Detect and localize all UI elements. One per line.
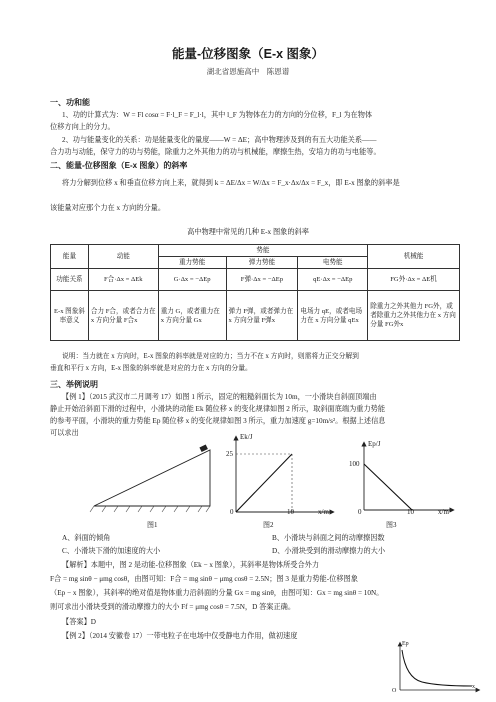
figure2-origin: 0 [230, 508, 234, 516]
analysis-line3: （Ep − x 图象），其斜率的绝对值是物体重力沿斜面的分量 Gx = mg sinθ，由图可知：Gx = mg sinθ = 10N。 [50, 589, 384, 597]
section1-line2: 位移方向上的分力。 [50, 123, 115, 131]
analysis-line4: 则可求出小滑块受到的滑动摩擦力的大小 Ff = μmg cosθ = 7.5N，D 答案正确。 [50, 603, 296, 611]
figure2-xlabel: x/m [318, 508, 329, 516]
section1-heading: 一、功和能 [50, 98, 90, 107]
header-gravity-potential: 重力势能 [158, 257, 226, 269]
table-cell: 除重力之外其他力 FG外，或者除重力之外其他力在 x 方向分量 FG外x [368, 291, 460, 341]
section1-line4: 合力功与动能，保守力的功与势能，除重力之外其他力的功与机械能，摩擦生热，安培力的功与电能等。 [50, 148, 381, 156]
option-b: B、小滑块与斜面之间的动摩擦因数 [272, 534, 385, 542]
figure3-xtick: 10 [407, 508, 414, 516]
table-cell: 弹力 F弹，或者弹力在 x 方向分量 F弹x [226, 291, 298, 341]
figure2-ytick: 25 [226, 450, 233, 458]
section2-line1: 将力分解到位移 x 和垂直位移方向上来，就得到 k = ΔE/Δx = W/Δx = F_x·Δx/Δx = F_x，即 E-x 图象的斜率是 [62, 179, 400, 187]
ep-curve [402, 650, 472, 686]
figure4-xlabel: x [472, 684, 475, 690]
figure3-ylabel: Ep/J [368, 440, 381, 448]
figure4-ylabel: Ep [402, 641, 409, 647]
example1-line3: 的参考平面，小滑块的重力势能 Ep 随位移 x 的变化规律如图 3 所示，重力加速度 g=10m/s²。根据上述信息 [50, 417, 386, 425]
figure2-ylabel: Ek/J [240, 433, 253, 441]
section2-line2: 该能量对应那个力在 x 方向的分量。 [50, 204, 166, 212]
row-slope-meaning-label: E-x 图象斜率意义 [51, 291, 89, 341]
row-work-energy-label: 功能关系 [51, 269, 89, 291]
note-line2: 垂直和平行 x 方向，E-x 图象的斜率就是对应的力在 x 方向的分量。 [50, 365, 252, 372]
ep-line [364, 464, 412, 510]
section1-line1: 1、功的计算式为：W = Fl cosα = F·l_F = F_l·l，其中 l_F 为物体在力的方向的分位移，F_l 为在物体 [62, 111, 373, 119]
table-cell: 合力 F合，或者合力在 x 方向分量 F合x [88, 291, 158, 341]
analysis-line2: F合 = mg sinθ − μmg cosθ，由图可知：F合 = mg sinθ − μmg cosθ = 2.5N；图 3 是重力势能-位移图象 [50, 575, 358, 583]
option-a: A、斜面的倾角 [62, 534, 111, 542]
table-caption: 高中物理中常见的几种 E-x 图象的斜率 [187, 228, 309, 236]
table-cell: G·Δx = −ΔEp [158, 269, 226, 291]
example1-line4: 可以求出 [50, 429, 79, 437]
section2-heading: 二、能量-位移图象（E-x 图象）的斜率 [50, 161, 188, 170]
header-electric-potential: 电势能 [298, 257, 368, 269]
note-line1: 说明：当力就在 x 方向时，E-x 图象的斜率就是对应的力；当力不在 x 方向时，则需将力正交分解到 [62, 353, 359, 360]
option-c: C、小滑块下滑的加速度的大小 [62, 547, 161, 555]
section3-heading: 三、举例说明 [50, 380, 98, 389]
section1-line3: 2、功与能量变化的关系：功是能量变化的量度——W = ΔE；高中物理涉及到的有五大功能关系—— [62, 136, 377, 144]
answer-line: 【答案】D [62, 618, 96, 626]
figure2-xtick: 10 [287, 508, 294, 516]
table-cell: 电场力 qE，或者电场力在 x 方向分量 qEx [298, 291, 368, 341]
option-d: D、小滑块受到的滑动摩擦力的大小 [272, 547, 386, 555]
example2-line: 【例 2】（2014 安徽卷 17）一带电粒子在电场中仅受静电力作用，做初速度 [62, 632, 298, 640]
slider-block [199, 444, 207, 452]
ek-line [236, 454, 292, 512]
figure1-caption: 图1 [147, 521, 158, 529]
header-elastic-potential: 弹力势能 [226, 257, 298, 269]
analysis-line1: 【解析】本题中，图 2 是动能-位移图象（Ek − x 图象），其斜率是物体所受合外力 [62, 561, 320, 569]
example1-line1: 【例 1】（2015 武汉市二月调考 17）如图 1 所示，固定的粗糙斜面长为 10m，一小滑块自斜面顶端由 [62, 393, 377, 401]
figure2-caption: 图2 [263, 521, 274, 529]
header-mechanical: 机械能 [368, 245, 460, 269]
header-kinetic: 动能 [88, 245, 158, 269]
page-title: 能量-位移图象（E-x 图象） [171, 47, 325, 61]
figure4-origin: O [392, 688, 397, 694]
table-cell: F弹·Δx = −ΔEp [226, 269, 298, 291]
table-cell: F合·Δx = ΔEk [88, 269, 158, 291]
example1-line2: 静止开始沿斜面下滑的过程中，小滑块的动能 Ek 随位移 x 的变化规律如图 2 所示，取斜面底端为重力势能 [50, 405, 386, 413]
figure3-origin: 0 [358, 508, 362, 516]
figure3-xlabel: x/m [438, 508, 449, 516]
figure3-ytick: 100 [349, 460, 360, 468]
author-line: 湖北省恩施高中 陈恩谱 [206, 67, 290, 76]
table-cell: 重力 G，或者重力在 x 方向分量 Gx [158, 291, 226, 341]
figure4-ep-curve [388, 640, 484, 698]
header-potential: 势能 [158, 245, 367, 257]
figure1-incline [88, 440, 218, 518]
table-cell: FG外·Δx = ΔE机 [368, 269, 460, 291]
slope-table [50, 244, 460, 341]
header-energy: 能量 [51, 245, 89, 269]
figure3-caption: 图3 [386, 521, 397, 529]
table-cell: qE·Δx = −ΔEp [298, 269, 368, 291]
